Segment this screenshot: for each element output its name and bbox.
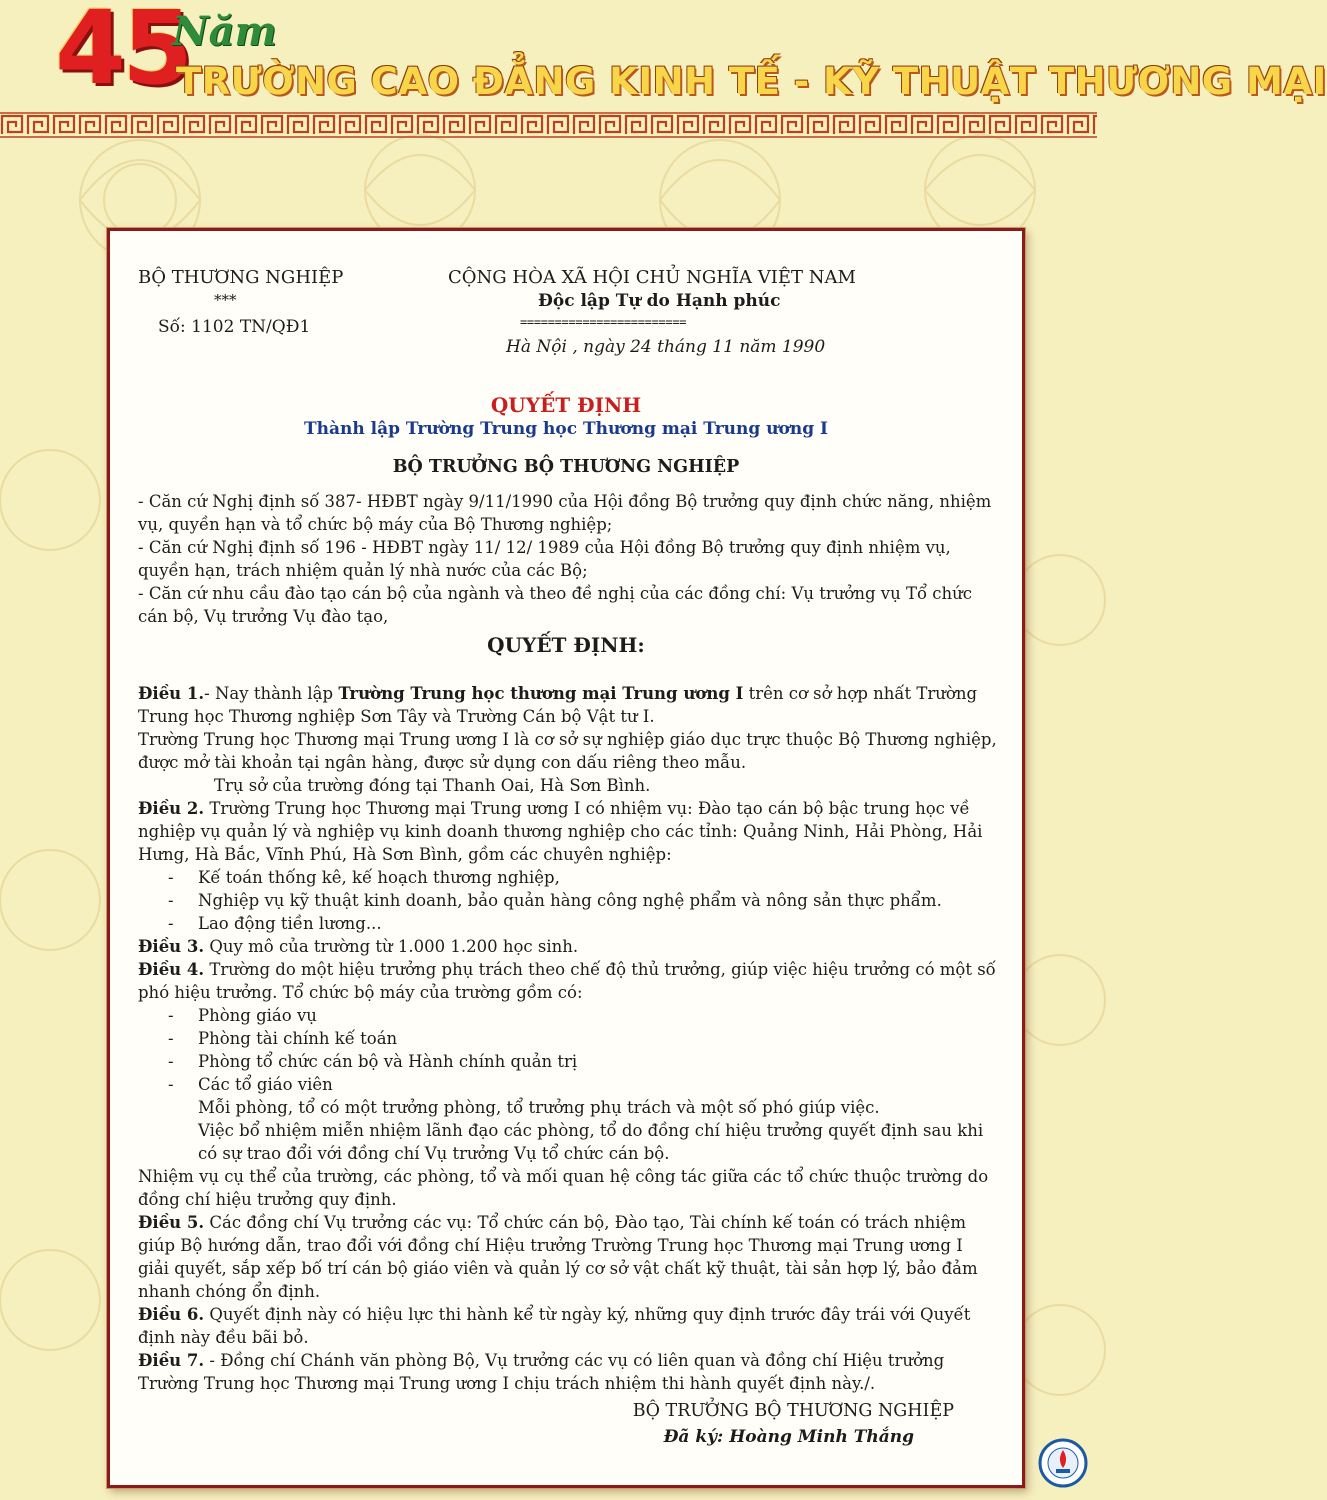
list-item: - Lao động tiền lương...: [168, 914, 382, 933]
preamble-item: - Căn cứ nhu cầu đào tạo cán bộ của ngành và theo đề nghị của các đồng chí: Vụ trưởng vụ Tổ chức cán bộ, Vụ trưởng Vụ đào tạo,: [138, 584, 973, 626]
article-4-paragraph: Mỗi phòng, tổ có một trưởng phòng, tổ trưởng phụ trách và một số phó giúp việc.: [198, 1098, 880, 1117]
decision-title: QUYẾT ĐỊNH: [490, 393, 642, 417]
articles: [138, 682, 998, 1395]
list-item: - Phòng giáo vụ: [168, 1006, 317, 1025]
anniversary-banner: [0, 0, 1327, 112]
article-label: Điều 7.: [138, 1351, 205, 1370]
article-label: Điều 3.: [138, 937, 205, 956]
preamble: [138, 490, 998, 628]
national-motto: Độc lập Tự do Hạnh phúc: [538, 291, 781, 311]
decision-subtitle: Thành lập Trường Trung học Thương mại Trung ương I: [303, 419, 828, 439]
anniversary-year-word: Năm: [172, 8, 277, 55]
school-name-banner: TRƯỜNG CAO ĐẲNG KINH TẾ - KỸ THUẬT THƯƠNG MẠI: [176, 60, 1327, 103]
list-item: - Các tổ giáo viên: [168, 1075, 333, 1094]
article-4-paragraph: Nhiệm vụ cụ thể của trường, các phòng, tổ và mối quan hệ công tác giữa các tổ chức thuộc trường do đồng chí hiệu trưởng quy định.: [138, 1167, 989, 1209]
article-4: Điều 4. Trường do một hiệu trưởng phụ trách theo chế độ thủ trưởng, giúp việc hiệu trưởng có một số phó hiệu trưởng. Tổ chức bộ máy của trường gồm có:: [138, 960, 996, 1002]
list-item: - Phòng tài chính kế toán: [168, 1029, 398, 1048]
article-6: Điều 6. Quyết định này có hiệu lực thi hành kể từ ngày ký, những quy định trước đây trái với Quyết định này đều bãi bỏ.: [138, 1305, 971, 1347]
list-item: - Kế toán thống kê, kế hoạch thương nghiệp,: [168, 868, 560, 887]
school-logo-icon: [1038, 1438, 1088, 1488]
signature-name: Đã ký: Hoàng Minh Thắng: [663, 1427, 914, 1447]
article-7: Điều 7. - Đồng chí Chánh văn phòng Bộ, Vụ trưởng các vụ có liên quan và đồng chí Hiệu trưởng Trường Trung học Thương mại Trung ương I chịu trách nhiệm thi hành quyết định này./.: [138, 1351, 945, 1393]
issuing-ministry: BỘ THƯƠNG NGHIỆP: [138, 267, 344, 288]
ministry-stars: ***: [214, 291, 237, 309]
article-2: Điều 2. Trường Trung học Thương mại Trung ương I có nhiệm vụ: Đào tạo cán bộ bậc trung học về nghiệp vụ quản lý và nghiệp vụ kinh doanh thương nghiệp cho các tỉnh: Quảng Ninh, Hải Phòng, Hải Hưng, Hà Bắc, Vĩnh Phú, Hà Sơn Bình, gồm các chuyên nghiệp:: [138, 799, 983, 864]
article-label: Điều 6.: [138, 1305, 205, 1324]
republic-name: CỘNG HÒA XÃ HỘI CHỦ NGHĨA VIỆT NAM: [448, 267, 856, 288]
preamble-item: - Căn cứ Nghị định số 196 - HĐBT ngày 11/ 12/ 1989 của Hội đồng Bộ trưởng quy định nhiệm vụ, quyền hạn, trách nhiệm quản lý nhà nước của các Bộ;: [138, 538, 951, 580]
decision-heading: QUYẾT ĐỊNH:: [487, 633, 645, 657]
article-5: Điều 5. Các đồng chí Vụ trưởng các vụ: Tổ chức cán bộ, Đào tạo, Tài chính kế toán có trách nhiệm giúp Bộ hướng dẫn, trao đổi với đồng chí Hiệu trưởng Trường Trung học Thương mại Trung ương I giải quyết, sắp xếp bố trí cán bộ giáo viên và quản lý cơ sở vật chất kỹ thuật, tài sản hợp lý, bảo đảm nhanh chóng ổn định.: [138, 1213, 978, 1301]
decision-document: [107, 228, 1025, 1488]
minister-heading: BỘ TRƯỞNG BỘ THƯƠNG NGHIỆP: [392, 457, 740, 477]
document-date: Hà Nội , ngày 24 tháng 11 năm 1990: [506, 337, 826, 357]
article-label: Điều 1.: [138, 684, 205, 703]
list-item: - Phòng tổ chức cán bộ và Hành chính quản trị: [168, 1052, 578, 1071]
article-1-paragraph: Trường Trung học Thương mại Trung ương I là cơ sở sự nghiệp giáo dục trực thuộc Bộ Thương nghiệp, được mở tài khoản tại ngân hàng, được sử dụng con dấu riêng theo mẫu.: [138, 730, 997, 772]
greek-key-border: [0, 112, 1097, 138]
signature-title: BỘ TRƯỞNG BỘ THƯƠNG NGHIỆP: [632, 1401, 954, 1421]
article-1-address: Trụ sở của trường đóng tại Thanh Oai, Hà Sơn Bình.: [214, 776, 651, 795]
article-4-paragraph: Việc bổ nhiệm miễn nhiệm lãnh đạo các phòng, tổ do đồng chí hiệu trưởng quyết định sau khi có sự trao đổi với đồng chí Vụ trưởng Vụ tổ chức cán bộ.: [198, 1121, 984, 1163]
article-label: Điều 4.: [138, 960, 205, 979]
preamble-item: - Căn cứ Nghị định số 387- HĐBT ngày 9/11/1990 của Hội đồng Bộ trưởng quy định chức năng, nhiệm vụ, quyền hạn và tổ chức bộ máy của Bộ Thương nghiệp;: [138, 492, 992, 534]
school-name-bold: Trường Trung học thương mại Trung ương I: [338, 684, 744, 703]
list-item: - Nghiệp vụ kỹ thuật kinh doanh, bảo quản hàng công nghệ phẩm và nông sản thực phẩm.: [168, 891, 942, 910]
article-label: Điều 2.: [138, 799, 205, 818]
header-rule: ========================: [520, 315, 687, 329]
document-number: Số: 1102 TN/QĐ1: [158, 317, 311, 337]
anniversary-number: 45: [55, 0, 189, 108]
article-1: Điều 1.- Nay thành lập Trường Trung học thương mại Trung ương I trên cơ sở hợp nhất Trường Trung học Thương nghiệp Sơn Tây và Trường Cán bộ Vật tư I.: [138, 684, 978, 726]
article-label: Điều 5.: [138, 1213, 205, 1232]
article-3: Điều 3. Quy mô của trường từ 1.000 1.200 học sinh.: [138, 937, 579, 956]
